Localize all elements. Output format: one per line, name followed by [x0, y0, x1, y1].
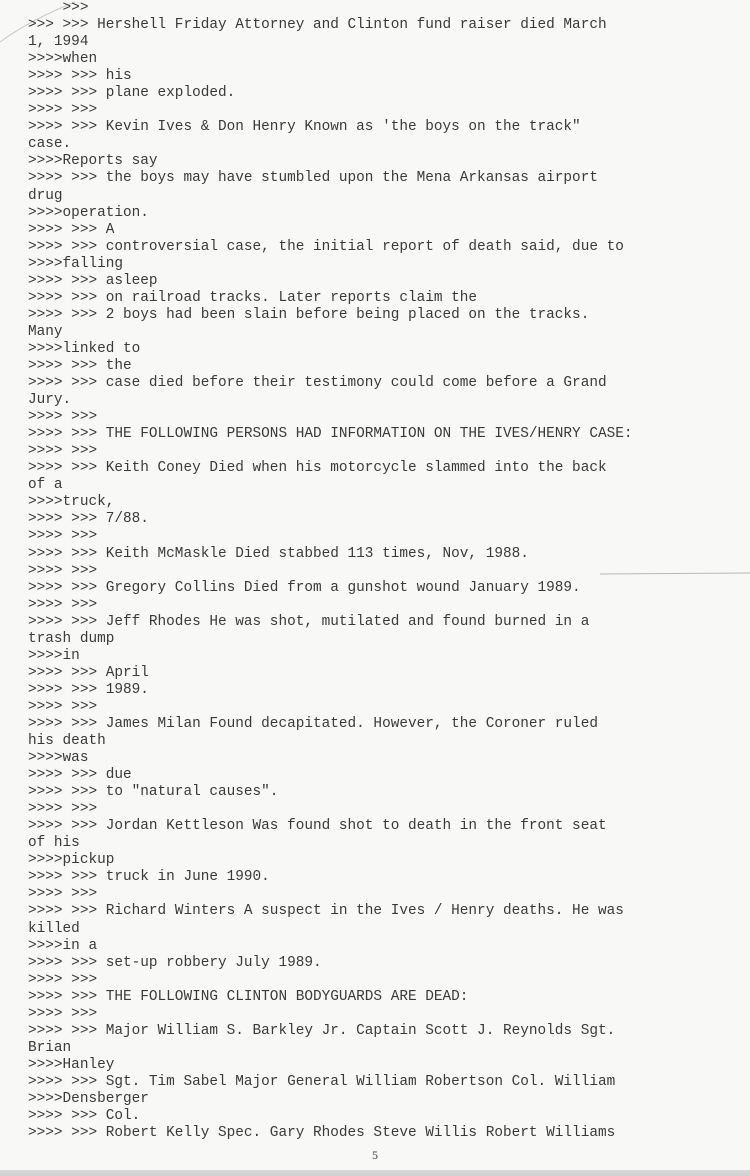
text-line: >>>> >>> Richard Winters A suspect in the Ives / Henry deaths. He was: [28, 903, 624, 920]
text-line: >>>> >>> A: [28, 221, 115, 238]
text-line: >>>> >>> Jordan Kettleson Was found shot to death in the front seat: [28, 818, 607, 835]
text-line: >>>>falling: [28, 255, 123, 272]
text-line: >>>> >>>: [28, 1005, 98, 1022]
text-line: >>>: [28, 0, 89, 16]
text-line: >>>> >>> Gregory Collins Died from a gunshot wound January 1989.: [28, 579, 581, 596]
text-line: his death: [28, 733, 106, 750]
text-line: >>>> >>>: [28, 443, 98, 460]
text-line: of a: [28, 477, 63, 494]
text-line: >>>> >>> his: [28, 68, 132, 85]
text-line: >>>> >>> to "natural causes".: [28, 784, 279, 801]
text-line: >>>> >>> controversial case, the initial report of death said, due to: [28, 238, 624, 255]
text-line: Jury.: [28, 392, 72, 409]
text-line: >>>> >>> 1989.: [28, 681, 149, 698]
text-line: >>>> >>>: [28, 801, 98, 818]
text-line: >>>>Reports say: [28, 153, 158, 170]
page-number: 5: [372, 1148, 378, 1162]
scan-bottom-edge: [0, 1170, 750, 1176]
text-line: >>>> >>> THE FOLLOWING CLINTON BODYGUARDS ARE DEAD:: [28, 988, 469, 1005]
text-line: >>>>was: [28, 750, 89, 767]
text-line: >>>> >>> Keith Coney Died when his motorcycle slammed into the back: [28, 460, 607, 477]
text-line: case.: [28, 136, 72, 153]
text-line: >>> >>> Hershell Friday Attorney and Clinton fund raiser died March: [28, 17, 607, 34]
text-line: drug: [28, 187, 63, 204]
text-line: Many: [28, 323, 63, 340]
text-line: >>>> >>>: [28, 596, 98, 613]
text-line: >>>>Hanley: [28, 1056, 115, 1073]
text-line: >>>>Densberger: [28, 1091, 149, 1107]
text-line: >>>> >>> due: [28, 767, 132, 784]
text-line: >>>> >>> Col.: [28, 1108, 141, 1125]
text-line: >>>> >>> Robert Kelly Spec. Gary Rhodes Steve Willis Robert Williams: [28, 1125, 616, 1142]
text-line: >>>>when: [28, 51, 98, 68]
text-line: >>>> >>>: [28, 409, 98, 426]
text-line: >>>>in: [28, 647, 80, 664]
text-line: >>>> >>> set-up robbery July 1989.: [28, 954, 322, 971]
text-line: >>>> >>>: [28, 102, 98, 119]
text-line: >>>> >>> the: [28, 357, 132, 374]
text-line: >>>> >>> April: [28, 664, 149, 681]
text-line: >>>>truck,: [28, 494, 115, 511]
text-line: Brian: [28, 1039, 72, 1056]
text-line: >>>> >>> THE FOLLOWING PERSONS HAD INFORMATION ON THE IVES/HENRY CASE:: [28, 426, 633, 443]
text-line: >>>> >>>: [28, 562, 98, 579]
text-line: >>>> >>> Jeff Rhodes He was shot, mutilated and found burned in a: [28, 613, 590, 630]
text-line: 1, 1994: [28, 34, 89, 51]
text-line: >>>> >>> the boys may have stumbled upon the Mena Arkansas airport: [28, 170, 598, 187]
text-line: of his: [28, 835, 80, 852]
text-line: >>>> >>> truck in June 1990.: [28, 869, 270, 886]
text-line: trash dump: [28, 630, 115, 647]
text-line: >>>> >>>: [28, 528, 98, 545]
text-line: >>>> >>> Kevin Ives & Don Henry Known as 'the boys on the track": [28, 119, 581, 136]
text-line: >>>> >>> 7/88.: [28, 511, 149, 528]
text-line: >>>> >>> plane exploded.: [28, 85, 236, 102]
text-line: >>>>linked to: [28, 340, 141, 357]
text-line: >>>> >>>: [28, 698, 98, 715]
text-line: >>>> >>>: [28, 886, 98, 903]
text-line: >>>> >>> James Milan Found decapitated. However, the Coroner ruled: [28, 715, 598, 732]
text-line: >>>> >>> on railroad tracks. Later reports claim the: [28, 289, 478, 306]
text-line: >>>>pickup: [28, 852, 115, 869]
text-line: >>>> >>> Sgt. Tim Sabel Major General William Robertson Col. William: [28, 1073, 616, 1090]
text-line: >>>> >>> asleep: [28, 272, 158, 289]
text-line: >>>>operation.: [28, 204, 149, 221]
text-line: >>>> >>> Major William S. Barkley Jr. Captain Scott J. Reynolds Sgt.: [28, 1022, 616, 1039]
text-line: >>>>in a: [28, 937, 98, 954]
text-line: >>>> >>>: [28, 971, 98, 988]
document-text: [28, 0, 744, 1142]
text-line: >>>> >>> case died before their testimony could come before a Grand: [28, 375, 607, 392]
text-line: >>>> >>> 2 boys had been slain before being placed on the tracks.: [28, 306, 590, 323]
text-line: >>>> >>> Keith McMaskle Died stabbed 113 times, Nov, 1988.: [28, 545, 529, 562]
text-line: killed: [28, 920, 80, 937]
